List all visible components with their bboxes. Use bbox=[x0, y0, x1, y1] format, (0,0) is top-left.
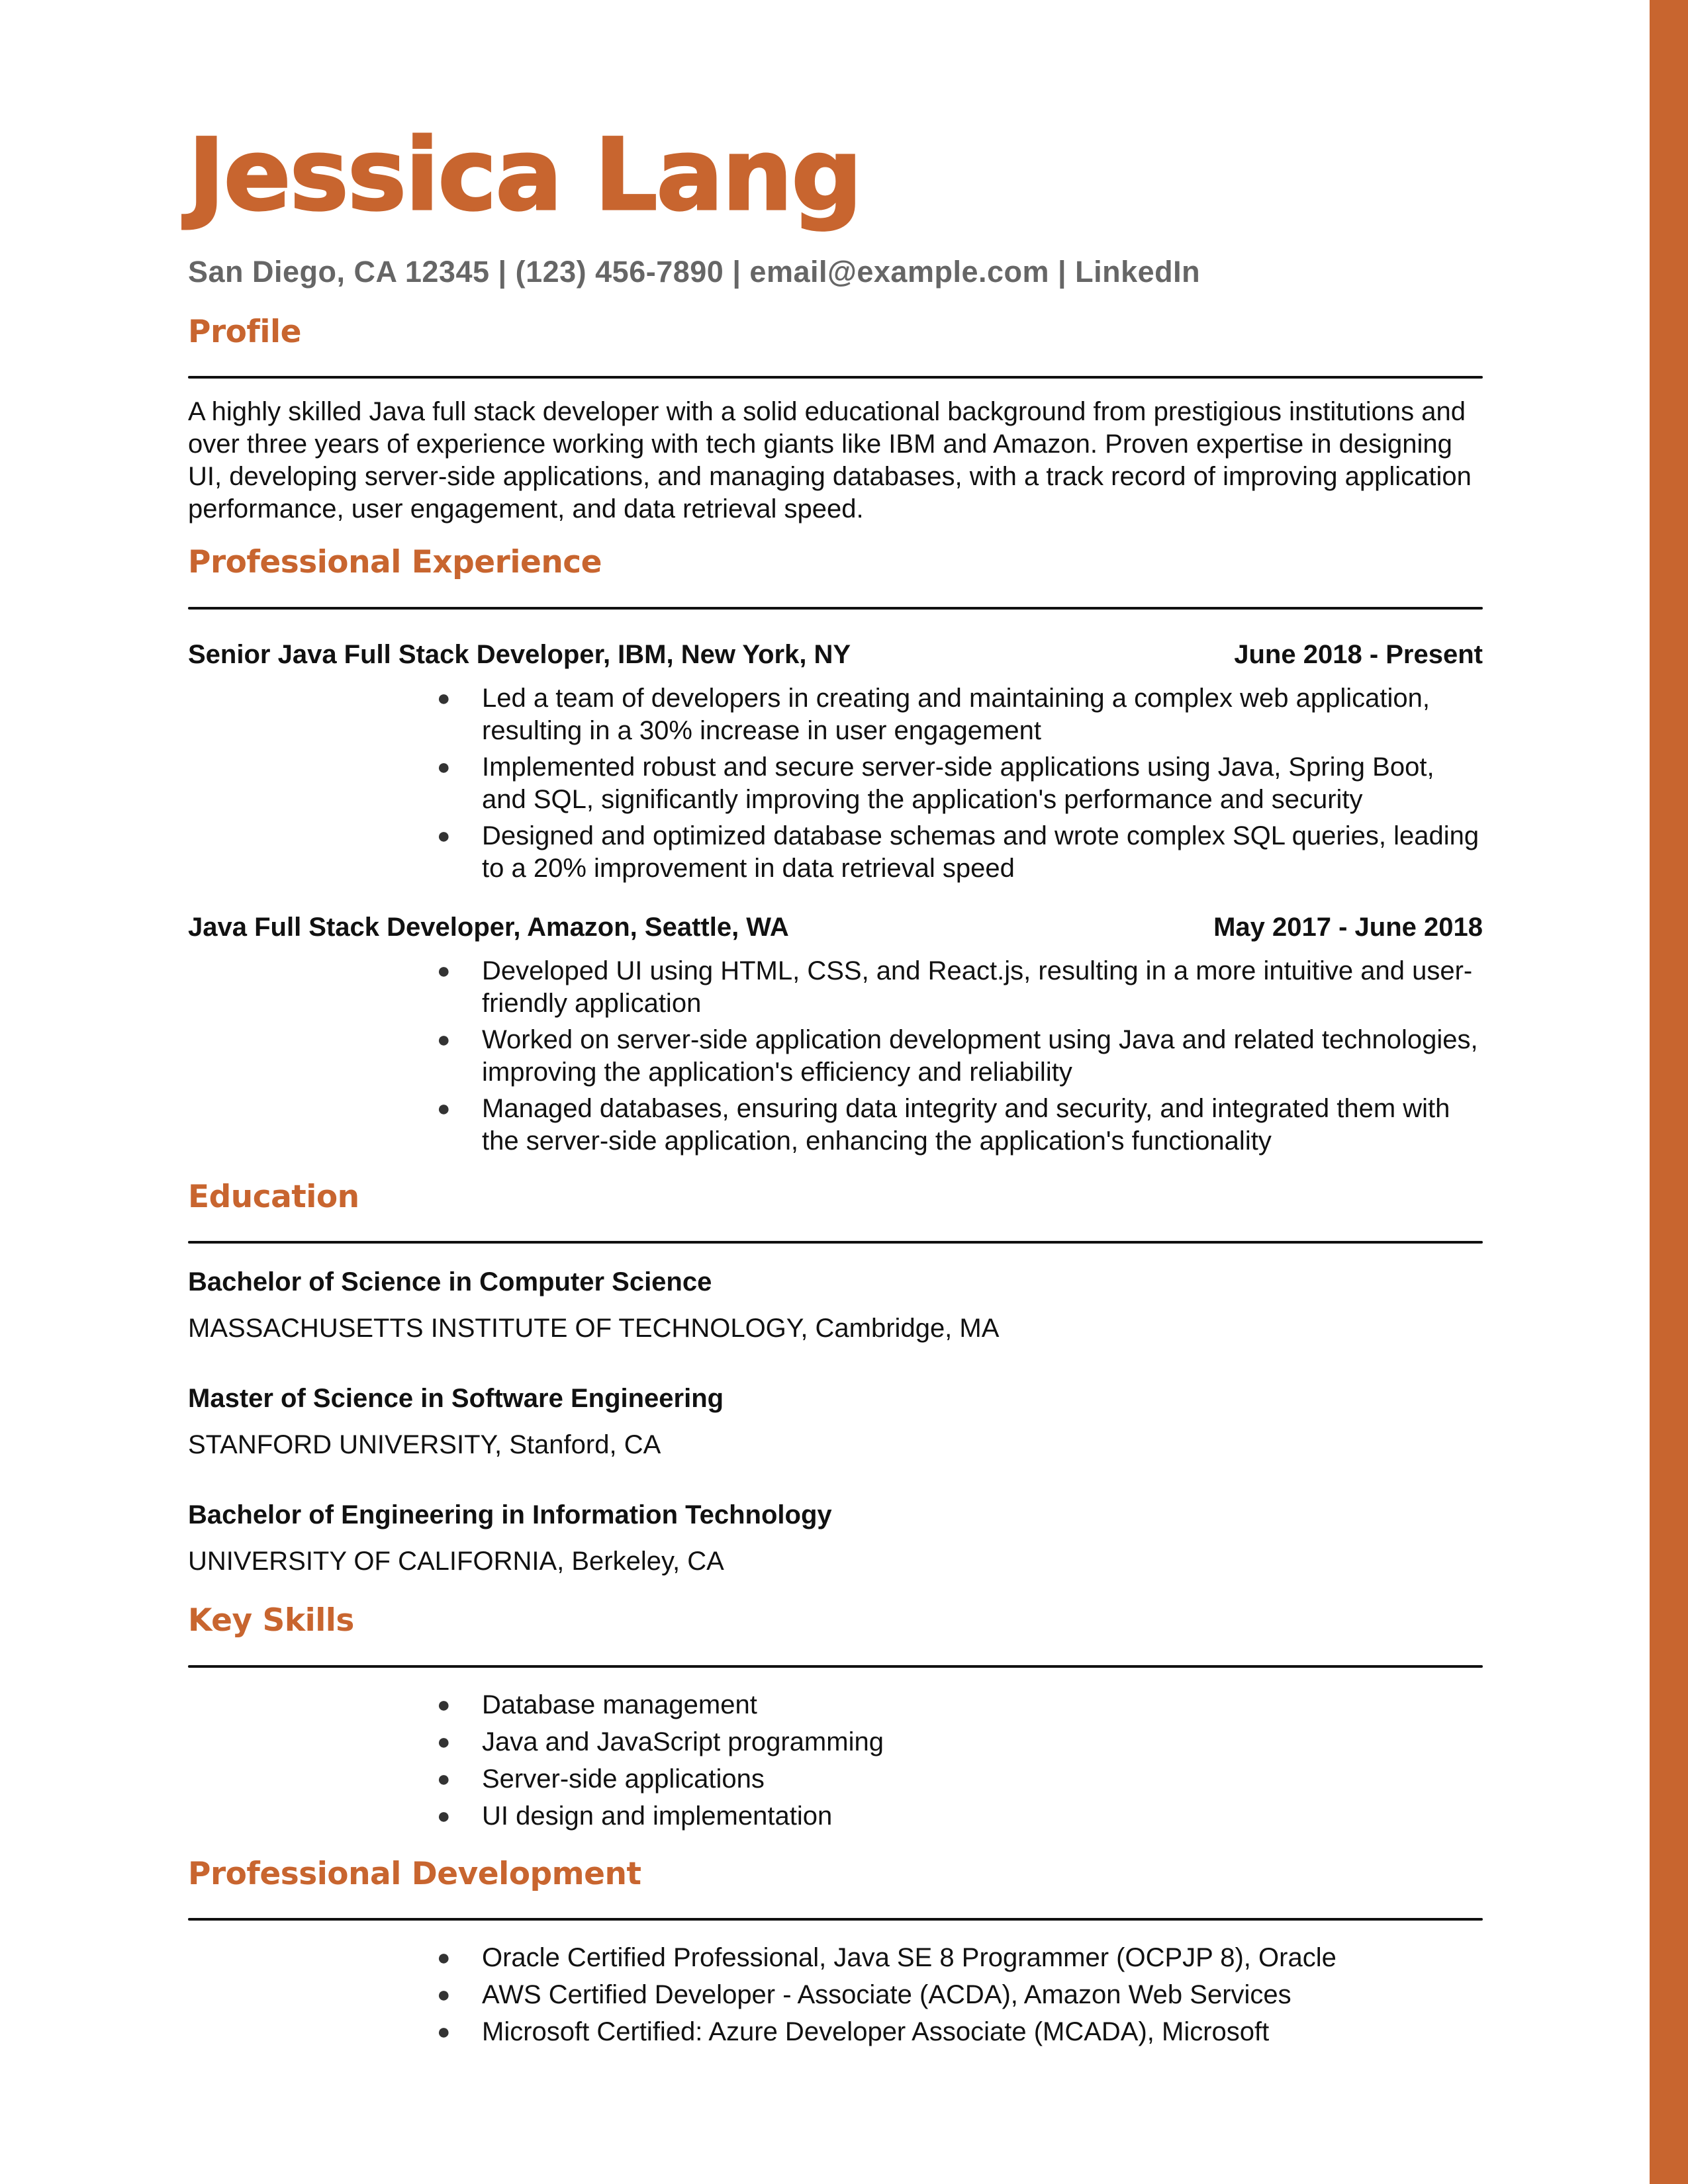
section-title-development: Professional Development bbox=[188, 1855, 641, 1892]
resume-page bbox=[188, 118, 1483, 2050]
job-bullets bbox=[188, 682, 1483, 885]
job-role: Senior Java Full Stack Developer, IBM, New York, NY bbox=[188, 639, 851, 669]
degree-title: Bachelor of Science in Computer Science bbox=[188, 1267, 712, 1297]
development-list bbox=[188, 1939, 1483, 2050]
section-title-profile: Profile bbox=[188, 314, 301, 350]
skills-section bbox=[188, 1602, 1483, 1834]
list-item: ● Server-side applications bbox=[437, 1760, 1483, 1797]
bullet-dot-icon: ● bbox=[437, 1729, 451, 1754]
list-item: ● AWS Certified Developer - Associate (ACDA), Amazon Web Services bbox=[437, 1976, 1483, 2013]
profile-section bbox=[188, 314, 1483, 525]
bullet-dot-icon: ● bbox=[437, 958, 451, 983]
resume-name: Jessica Lang bbox=[188, 118, 861, 233]
section-divider bbox=[188, 607, 1483, 610]
school-name: UNIVERSITY OF CALIFORNIA, Berkeley, CA bbox=[188, 1547, 724, 1576]
list-item: ● Designed and optimized database schemas and wrote complex SQL queries, leading to a 20% improvement in data retrieval speed bbox=[437, 821, 1479, 883]
school-name: MASSACHUSETTS INSTITUTE OF TECHNOLOGY, Cambridge, MA bbox=[188, 1314, 1000, 1343]
job-header bbox=[188, 639, 1483, 670]
bullet-dot-icon: ● bbox=[437, 1803, 451, 1829]
list-item: ● Oracle Certified Professional, Java SE 8 Programmer (OCPJP 8), Oracle bbox=[437, 1939, 1483, 1976]
list-item: ● UI design and implementation bbox=[437, 1797, 1483, 1835]
bullet-dot-icon: ● bbox=[437, 1766, 451, 1792]
bullet-dot-icon: ● bbox=[437, 1944, 451, 1970]
section-title-education: Education bbox=[188, 1178, 359, 1215]
section-divider bbox=[188, 1918, 1483, 1921]
bullet-dot-icon: ● bbox=[437, 1692, 451, 1717]
bullet-dot-icon: ● bbox=[437, 754, 451, 780]
degree-title: Bachelor of Engineering in Information Technology bbox=[188, 1500, 832, 1530]
list-item: ● Developed UI using HTML, CSS, and React.js, resulting in a more intuitive and user-friendly application bbox=[437, 956, 1473, 1018]
job-entry bbox=[188, 911, 1483, 1158]
bullet-dot-icon: ● bbox=[437, 1981, 451, 2007]
job-header bbox=[188, 911, 1483, 943]
job-entry bbox=[188, 639, 1483, 885]
school-name: STANFORD UNIVERSITY, Stanford, CA bbox=[188, 1430, 661, 1460]
bullet-dot-icon: ● bbox=[437, 2019, 451, 2044]
education-entry bbox=[188, 1499, 1483, 1577]
bullet-dot-icon: ● bbox=[437, 823, 451, 848]
accent-side-bar bbox=[1650, 0, 1688, 2184]
development-section bbox=[188, 1856, 1483, 2050]
list-item: ● Managed databases, ensuring data integrity and security, and integrated them with the server-side application, enhancing the application's functionality bbox=[437, 1093, 1450, 1156]
job-bullets bbox=[188, 955, 1483, 1158]
list-item: ● Led a team of developers in creating and maintaining a complex web application, resulting in a 30% increase in user engagement bbox=[437, 683, 1430, 745]
bullet-dot-icon: ● bbox=[437, 1095, 451, 1121]
job-role: Java Full Stack Developer, Amazon, Seattle, WA bbox=[188, 912, 789, 942]
list-item: ● Worked on server-side application development using Java and related technologies, improving the application's efficiency and reliability bbox=[437, 1024, 1478, 1087]
section-title-skills: Key Skills bbox=[188, 1602, 354, 1639]
degree-title: Master of Science in Software Engineering bbox=[188, 1384, 724, 1414]
section-title-experience: Professional Experience bbox=[188, 544, 602, 581]
section-divider bbox=[188, 1241, 1483, 1244]
experience-section bbox=[188, 544, 1483, 1157]
education-section bbox=[188, 1179, 1483, 1577]
section-divider bbox=[188, 376, 1483, 379]
contact-line: San Diego, CA 12345 | (123) 456-7890 | email@example.com | LinkedIn bbox=[188, 255, 1201, 289]
education-entry bbox=[188, 1383, 1483, 1461]
list-item: ● Microsoft Certified: Azure Developer Associate (MCADA), Microsoft bbox=[437, 2013, 1483, 2050]
list-item: ● Database management bbox=[437, 1686, 1483, 1723]
education-entry bbox=[188, 1266, 1483, 1344]
section-divider bbox=[188, 1665, 1483, 1668]
profile-summary: A highly skilled Java full stack developer with a solid educational background from prestigious institutions and over three years of experience working with tech giants like IBM and Amazon. Proven expertise in designing UI, developing server-side applications, and managing databases, with a track record of improving application performance, user engagement, and data retrieval speed. bbox=[188, 397, 1472, 524]
job-dates: May 2017 - June 2018 bbox=[1213, 912, 1483, 942]
job-dates: June 2018 - Present bbox=[1234, 639, 1483, 669]
list-item: ● Java and JavaScript programming bbox=[437, 1723, 1483, 1760]
list-item: ● Implemented robust and secure server-side applications using Java, Spring Boot, and SQL, significantly improving the application's performance and security bbox=[437, 752, 1434, 814]
bullet-dot-icon: ● bbox=[437, 1026, 451, 1052]
skills-list bbox=[188, 1686, 1483, 1835]
bullet-dot-icon: ● bbox=[437, 685, 451, 711]
